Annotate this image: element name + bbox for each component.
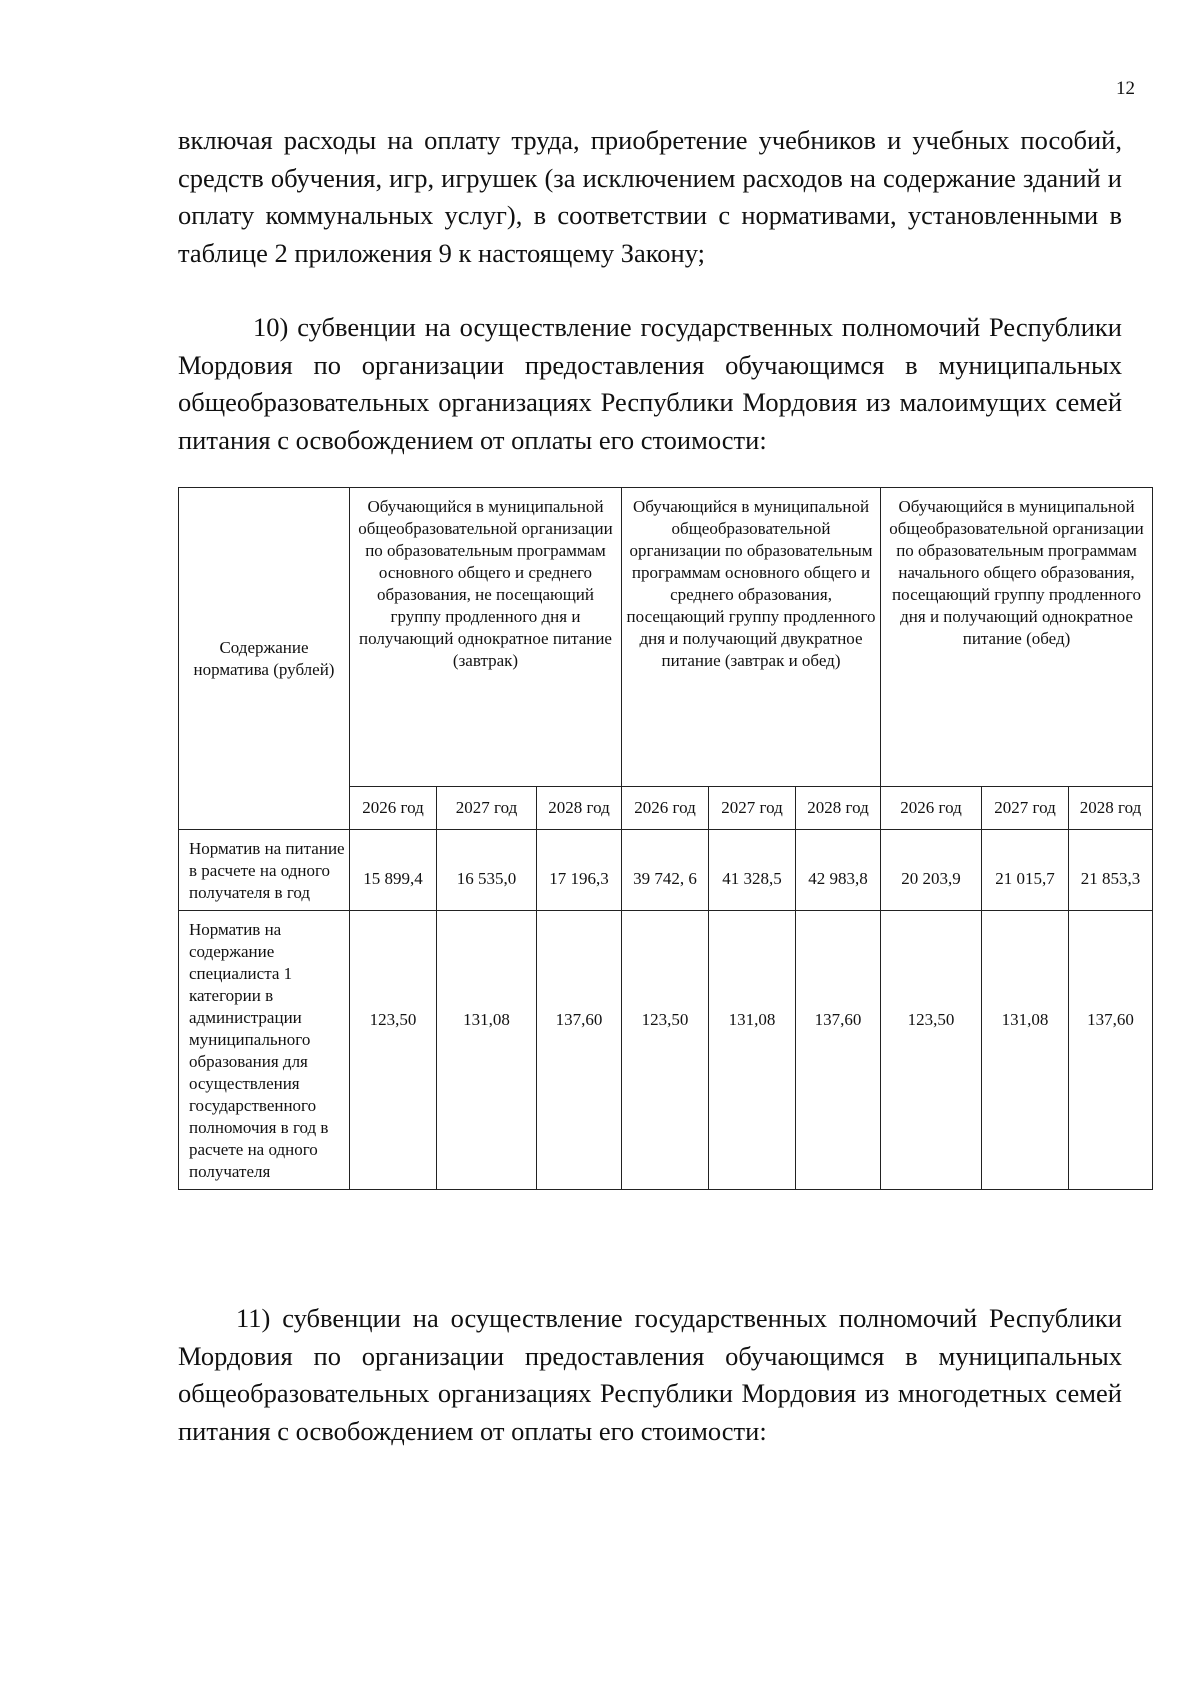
year-header: 2027 год bbox=[982, 787, 1069, 830]
table-cell: 131,08 bbox=[982, 911, 1069, 1190]
corner-header: Содержание норматива (рублей) bbox=[179, 488, 350, 830]
year-header: 2028 год bbox=[796, 787, 881, 830]
table-cell: 123,50 bbox=[350, 911, 437, 1190]
table-cell: 123,50 bbox=[881, 911, 982, 1190]
table-cell: 123,50 bbox=[622, 911, 709, 1190]
table-cell: 41 328,5 bbox=[709, 830, 796, 911]
year-header: 2028 год bbox=[1069, 787, 1153, 830]
row-label: Норматив на содержание специалиста 1 категории в администрации муниципального образования для осуществления государственного полномочия в год в расчете на одного получателя bbox=[179, 911, 350, 1190]
year-header: 2026 год bbox=[881, 787, 982, 830]
table-cell: 21 853,3 bbox=[1069, 830, 1153, 911]
table-row bbox=[179, 911, 1153, 1190]
table-cell: 131,08 bbox=[709, 911, 796, 1190]
table-cell: 137,60 bbox=[537, 911, 622, 1190]
year-header: 2027 год bbox=[709, 787, 796, 830]
table-cell: 17 196,3 bbox=[537, 830, 622, 911]
table-cell: 21 015,7 bbox=[982, 830, 1069, 911]
table-cell: 16 535,0 bbox=[437, 830, 537, 911]
table-cell: 20 203,9 bbox=[881, 830, 982, 911]
table-cell: 15 899,4 bbox=[350, 830, 437, 911]
table-cell: 39 742, 6 bbox=[622, 830, 709, 911]
table-cell: 42 983,8 bbox=[796, 830, 881, 911]
table-header-row bbox=[179, 488, 1153, 787]
normatives-table bbox=[178, 487, 1153, 1190]
year-header: 2028 год bbox=[537, 787, 622, 830]
table-cell: 137,60 bbox=[796, 911, 881, 1190]
paragraph-continuation: включая расходы на оплату труда, приобретение учебников и учебных пособий, средств обучения, игр, игрушек (за исключением расходов на содержание зданий и оплату коммунальных услуг), в соответствии с нормативами, установленными в таблице 2 приложения 9 к настоящему Закону; bbox=[178, 125, 1122, 268]
paragraph-item-11: 11) субвенции на осуществление государственных полномочий Республики Мордовия по организации предоставления обучающимся в муниципальных общеобразовательных организациях Республики Мордовия из многодетных семей питания с освобождением от оплаты его стоимости: bbox=[178, 1303, 1122, 1446]
table-cell: 131,08 bbox=[437, 911, 537, 1190]
year-header: 2026 год bbox=[622, 787, 709, 830]
group-header-2: Обучающийся в муниципальной общеобразовательной организации по образовательным программам основного общего и среднего образования, посещающий группу продленного дня и получающий двукратное питание (завтрак и обед) bbox=[622, 488, 881, 787]
table-cell: 137,60 bbox=[1069, 911, 1153, 1190]
page-number: 12 bbox=[1116, 78, 1135, 99]
year-header: 2027 год bbox=[437, 787, 537, 830]
year-header: 2026 год bbox=[350, 787, 437, 830]
paragraph-item-10: 10) субвенции на осуществление государственных полномочий Республики Мордовия по организации предоставления обучающимся в муниципальных общеобразовательных организациях Республики Мордовия из малоимущих семей питания с освобождением от оплаты его стоимости: bbox=[178, 312, 1122, 455]
table-row bbox=[179, 830, 1153, 911]
row-label: Норматив на питание в расчете на одного получателя в год bbox=[179, 830, 350, 911]
group-header-1: Обучающийся в муниципальной общеобразовательной организации по образовательным программам основного общего и среднего образования, не посещающий группу продленного дня и получающий однократное питание (завтрак) bbox=[350, 488, 622, 787]
group-header-3: Обучающийся в муниципальной общеобразовательной организации по образовательным программам начального общего образования, посещающий группу продленного дня и получающий однократное питание (обед) bbox=[881, 488, 1153, 787]
